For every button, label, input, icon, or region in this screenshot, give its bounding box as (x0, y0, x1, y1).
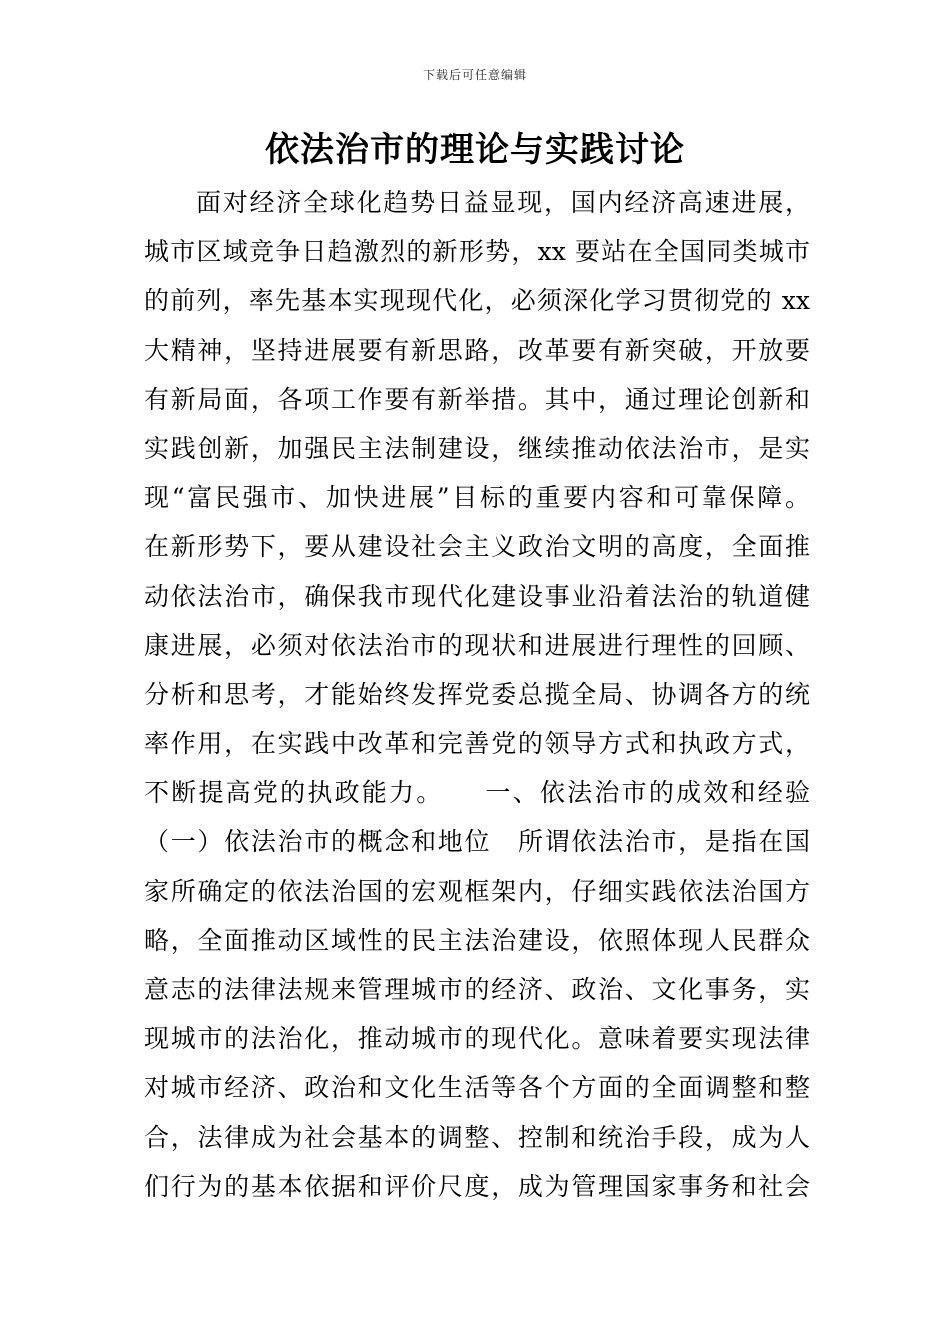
body-line: 的前列，率先基本实现现代化，必须深化学习贯彻党的 xx (144, 286, 810, 316)
body-line: 意志的法律法规来管理城市的经济、政治、文化事务，实 (144, 975, 810, 1004)
body-line: 面对经济全球化趋势日益显现，国内经济高速进展， (196, 188, 810, 217)
body-line: 合，法律成为社会基本的调整、控制和统治手段，成为人 (144, 1122, 810, 1152)
body-line: 分析和思考，才能始终发挥党委总揽全局、协调各方的统 (144, 679, 810, 709)
body-line: 有新局面，各项工作要有新举措。其中，通过理论创新和 (144, 384, 810, 414)
body-line: 在新形势下，要从建设社会主义政治文明的高度，全面推 (144, 532, 810, 562)
body-line: 率作用，在实践中改革和完善党的领导方式和执政方式， (144, 729, 810, 759)
body-line: 家所确定的依法治国的宏观框架内，仔细实践依法治国方 (144, 876, 810, 906)
body-line: （一）依法治市的概念和地位 所谓依法治市，是指在国 (144, 827, 810, 857)
body-line: 现“富民强市、加快进展”目标的重要内容和可靠保障。 (144, 483, 810, 513)
body-line: 略，全面推动区域性的民主法治建设，依照体现人民群众 (144, 925, 810, 955)
body-line: 大精神，坚持进展要有新思路，改革要有新突破，开放要 (144, 335, 810, 365)
body-line: 动依法治市，确保我市现代化建设事业沿着法治的轨道健 (144, 581, 810, 611)
body-line: 对城市经济、政治和文化生活等各个方面的全面调整和整 (144, 1073, 810, 1103)
body-line: 城市区域竞争日趋激烈的新形势，xx 要站在全国同类城市 (144, 237, 810, 267)
document-title: 依法治市的理论与实践讨论 (265, 130, 685, 170)
body-line: 们行为的基本依据和评价尺度，成为管理国家事务和社会 (144, 1171, 810, 1201)
body-line: 康进展，必须对依法治市的现状和进展进行理性的回顾、 (144, 630, 810, 660)
body-line: 实践创新，加强民主法制建设，继续推动依法治市，是实 (144, 433, 810, 463)
body-line: 不断提高党的执政能力。 一、依法治市的成效和经验 (144, 778, 810, 808)
document-body (144, 178, 810, 1211)
body-line: 现城市的法治化，推动城市的现代化。意味着要实现法律 (144, 1024, 810, 1054)
header-note: 下载后可任意编辑 (422, 68, 527, 82)
